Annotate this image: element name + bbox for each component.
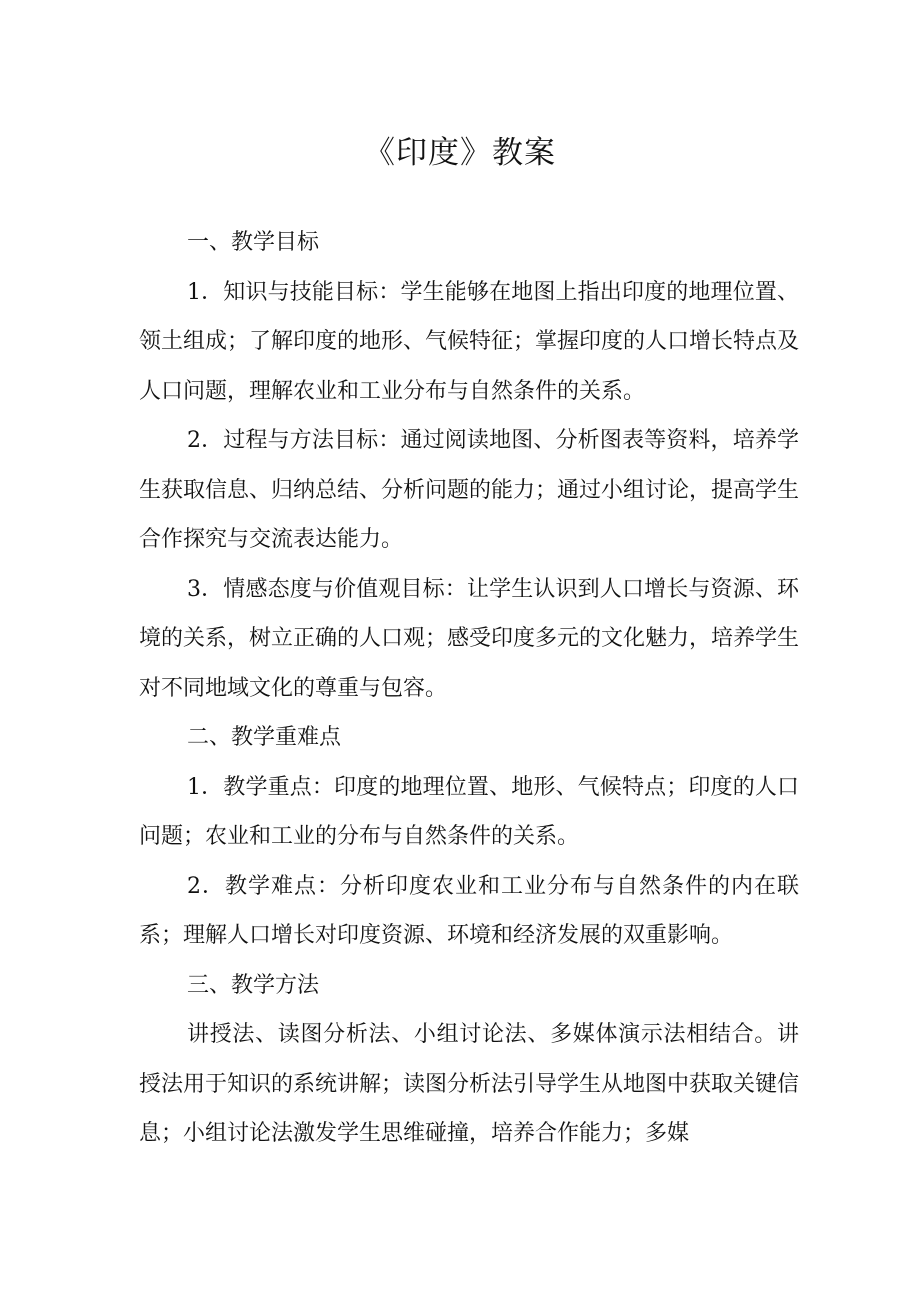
item-number: 2． (187, 428, 224, 453)
paragraph-methods: 讲授法、读图分析法、小组讨论法、多媒体演示法相结合。讲授法用于知识的系统讲解；读图分析法引导学生从地图中获取关键信息；小组讨论法激发学生思维碰撞，培养合作能力；多媒 (139, 1022, 800, 1146)
paragraph-text: 教学重点：印度的地理位置、地形、气候特点；印度的人口问题；农业和工业的分布与自然条件的关系。 (139, 774, 799, 849)
paragraph-objective-knowledge (139, 268, 799, 417)
paragraph-text: 知识与技能目标：学生能够在地图上指出印度的地理位置、领土组成；了解印度的地形、气候特征；掌握印度的人口增长特点及人口问题，理解农业和工业分布与自然条件的关系。 (139, 279, 800, 404)
paragraph-objective-process (139, 416, 799, 565)
paragraph-key-points (139, 763, 799, 862)
document-body (139, 218, 799, 1159)
paragraph-objective-values (139, 565, 799, 714)
section-heading-objectives: 一、教学目标 (187, 230, 320, 255)
paragraph-text: 情感态度与价值观目标：让学生认识到人口增长与资源、环境的关系，树立正确的人口观；感受印度多元的文化魅力，培养学生对不同地域文化的尊重与包容。 (139, 576, 800, 701)
item-number: 1． (187, 774, 224, 800)
section-heading-methods: 三、教学方法 (187, 972, 320, 998)
document-title: 《印度》教案 (364, 135, 556, 171)
item-number: 3． (187, 576, 224, 602)
item-number: 2． (187, 873, 225, 899)
section-heading-key-points: 二、教学重难点 (187, 725, 342, 750)
paragraph-text: 教学难点：分析印度农业和工业分布与自然条件的内在联系；理解人口增长对印度资源、环境和经济发展的双重影响。 (139, 873, 799, 948)
item-number: 1． (187, 279, 224, 305)
paragraph-text: 过程与方法目标：通过阅读地图、分析图表等资料，培养学生获取信息、归纳总结、分析问题的能力；通过小组讨论，提高学生合作探究与交流表达能力。 (139, 428, 800, 552)
paragraph-difficulties (139, 862, 799, 961)
